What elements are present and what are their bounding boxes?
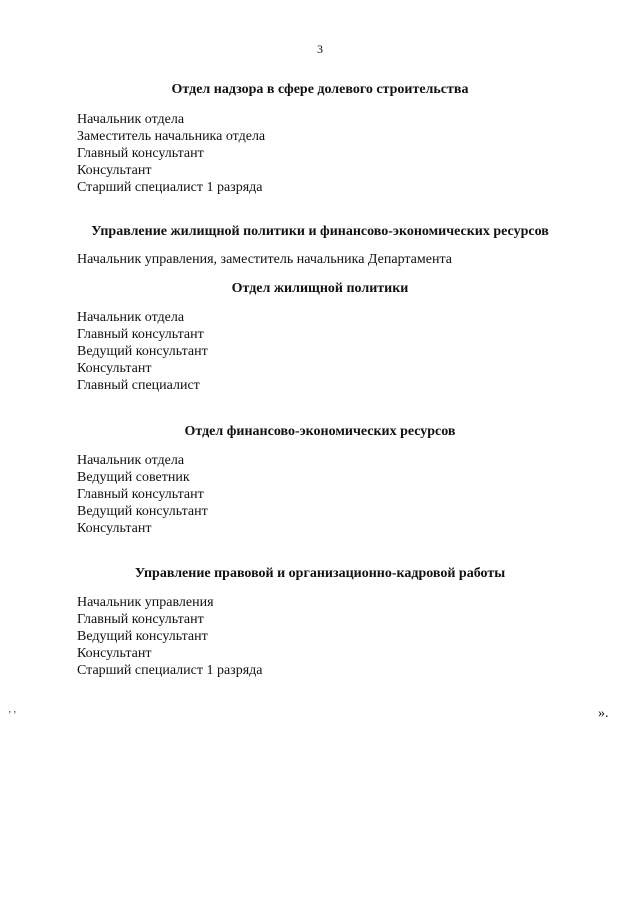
position-list-housing-policy xyxy=(77,309,208,394)
page-number: 3 xyxy=(317,42,323,56)
section-heading-housing-management: Управление жилищной политики и финансово-экономических ресурсов xyxy=(91,224,549,239)
section-heading-finance: Отдел финансово-экономических ресурсов xyxy=(184,424,456,439)
position-list-housing-management xyxy=(77,251,452,268)
margin-mark: ’ ’ xyxy=(8,710,17,721)
position-item: Начальник управления, заместитель начальника Департамента xyxy=(77,252,452,267)
position-item: Начальник управления xyxy=(77,595,214,610)
position-item: Главный консультант xyxy=(77,327,204,342)
section-heading-legal-hr: Управление правовой и организационно-кадровой работы xyxy=(134,566,506,581)
position-item: Ведущий консультант xyxy=(77,629,208,644)
position-item: Ведущий консультант xyxy=(77,344,208,359)
position-item: Главный консультант xyxy=(77,146,204,161)
position-list-finance xyxy=(77,452,208,537)
position-item: Начальник отдела xyxy=(77,112,185,127)
position-item: Старший специалист 1 разряда xyxy=(77,663,263,678)
position-item: Начальник отдела xyxy=(77,453,185,468)
position-item: Консультант xyxy=(77,521,152,536)
position-item: Главный специалист xyxy=(77,378,200,393)
position-list-dolevoe xyxy=(77,111,265,196)
section-heading-dolevoe: Отдел надзора в сфере долевого строительства xyxy=(171,82,469,97)
position-item: Главный консультант xyxy=(77,612,204,627)
position-item: Начальник отдела xyxy=(77,310,185,325)
position-item: Ведущий советник xyxy=(77,470,190,485)
position-item: Консультант xyxy=(77,646,152,661)
section-heading-housing-policy: Отдел жилищной политики xyxy=(231,281,409,296)
position-item: Консультант xyxy=(77,361,152,376)
closing-quote-mark: ». xyxy=(598,706,609,721)
position-item: Главный консультант xyxy=(77,487,204,502)
position-item: Ведущий консультант xyxy=(77,504,208,519)
position-item: Старший специалист 1 разряда xyxy=(77,180,263,195)
position-item: Консультант xyxy=(77,163,152,178)
position-item: Заместитель начальника отдела xyxy=(77,129,266,144)
position-list-legal-hr xyxy=(77,594,263,679)
